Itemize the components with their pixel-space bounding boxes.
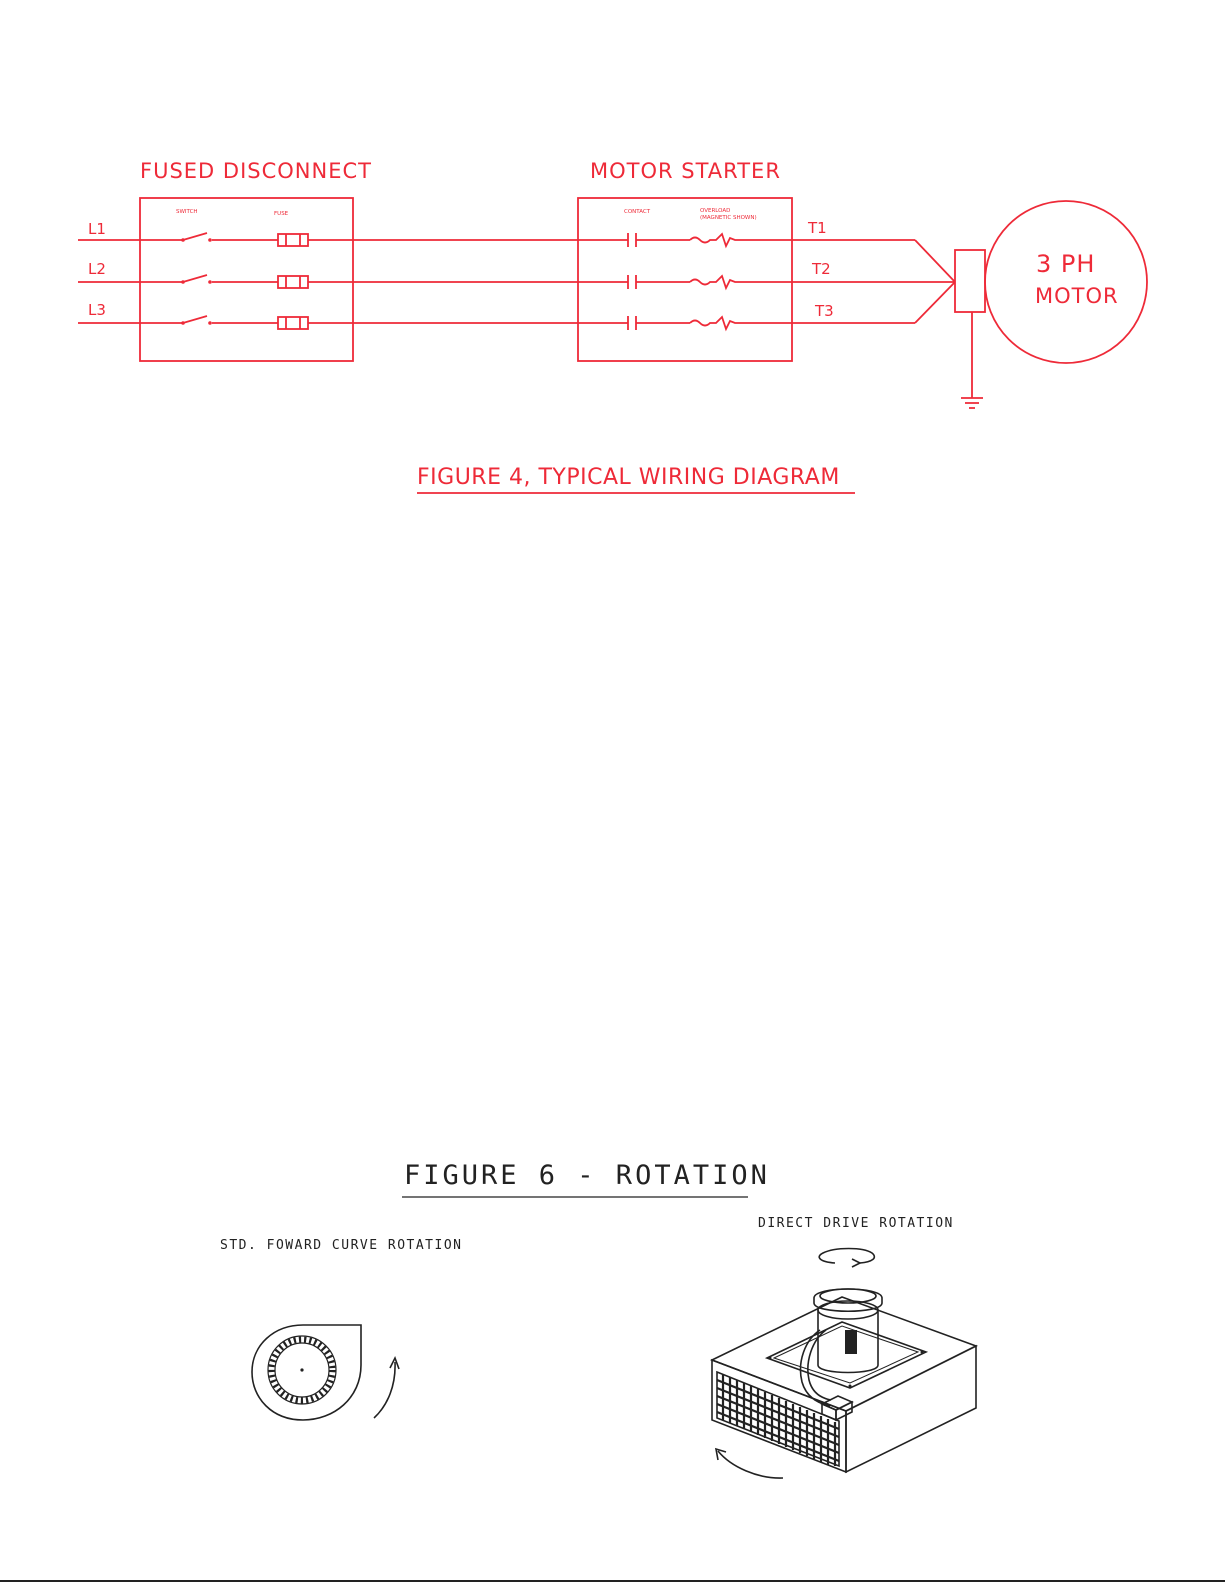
line-label-l1: L1	[88, 220, 106, 238]
clockwise-rotation-arrow-icon	[374, 1358, 399, 1418]
overload-label-2: (MAGNETIC SHOWN)	[700, 215, 757, 221]
terminal-label-t3: T3	[815, 302, 834, 320]
rotation-figure	[220, 1160, 976, 1478]
contact-label: CONTACT	[624, 209, 651, 215]
fused-disconnect-title: FUSED DISCONNECT	[140, 159, 372, 183]
forward-curve-blower-icon	[252, 1325, 361, 1420]
fuse-label: FUSE	[274, 211, 289, 217]
overload-label-1: OVERLOAD	[700, 208, 731, 214]
direct-drive-rotation-arrow-icon	[819, 1249, 874, 1268]
motor-starter-title: MOTOR STARTER	[590, 159, 781, 183]
direct-drive-label: DIRECT DRIVE ROTATION	[758, 1216, 954, 1231]
line-label-l3: L3	[88, 301, 106, 319]
page-bottom-rule	[0, 1580, 1225, 1582]
motor-starter-box	[578, 198, 792, 361]
terminal-label-t2: T2	[812, 260, 831, 278]
direct-drive-unit-icon	[712, 1249, 976, 1479]
motor-label-1: 3 PH	[1036, 250, 1096, 278]
switch-label: SWITCH	[176, 209, 198, 215]
figure-4-caption: FIGURE 4, TYPICAL WIRING DIAGRAM	[417, 465, 840, 490]
wiring-diagram	[78, 159, 1147, 493]
fused-disconnect-box	[140, 198, 353, 361]
figure-6-caption: FIGURE 6 - ROTATION	[404, 1160, 770, 1191]
std-forward-curve-label: STD. FOWARD CURVE ROTATION	[220, 1238, 463, 1253]
ground-symbol	[961, 398, 983, 408]
line-label-l2: L2	[88, 260, 106, 278]
motor-circle	[985, 201, 1147, 363]
motor-terminal-box	[955, 250, 985, 312]
motor-label-2: MOTOR	[1035, 284, 1119, 308]
terminal-label-t1: T1	[808, 219, 827, 237]
direct-drive-base-rotation-arrow-icon	[716, 1449, 783, 1478]
grille	[717, 1372, 839, 1466]
